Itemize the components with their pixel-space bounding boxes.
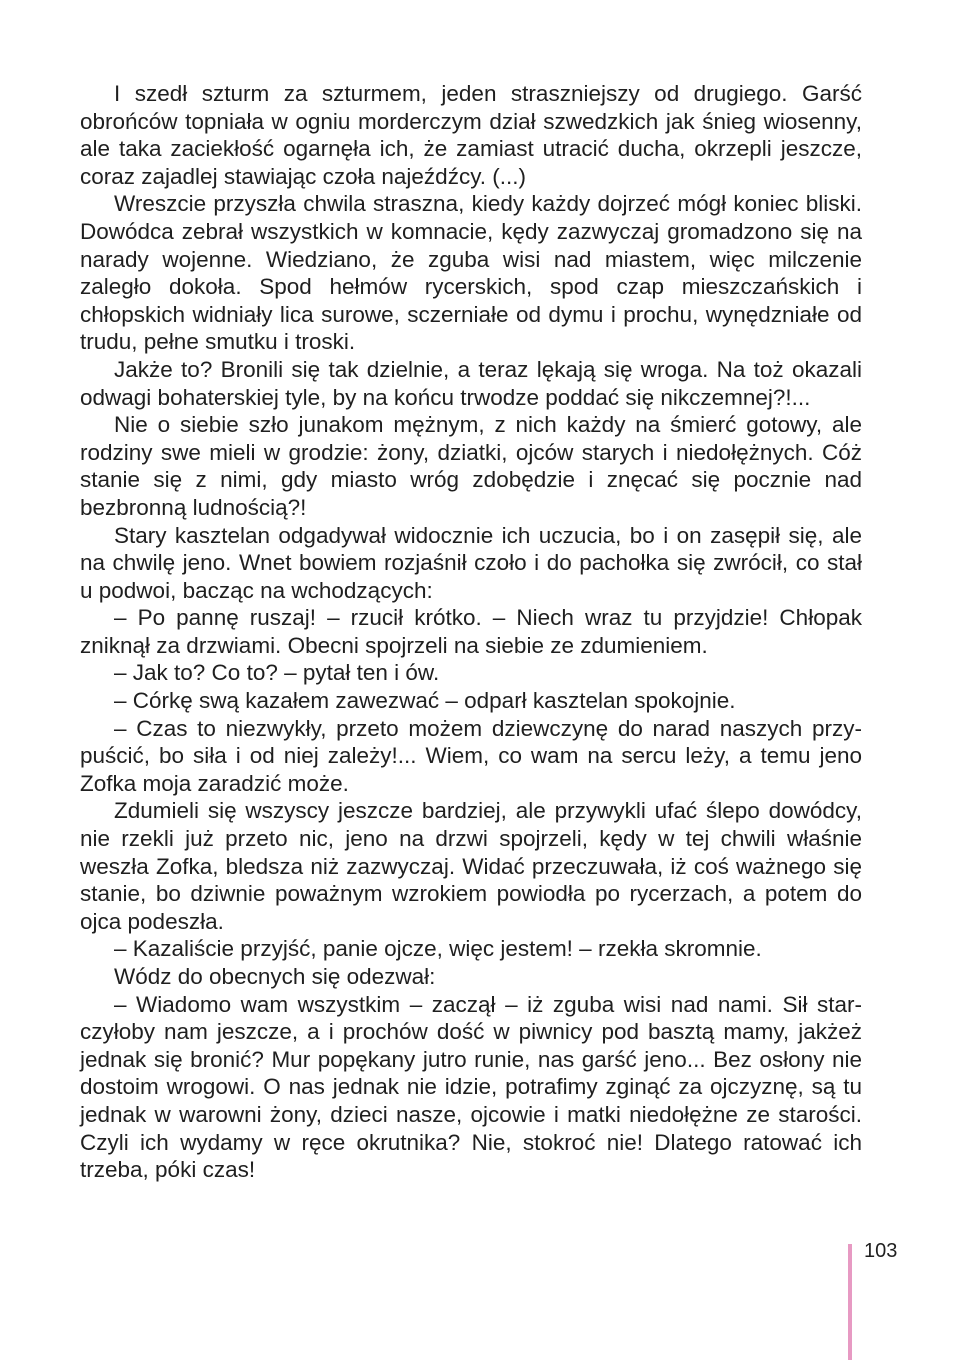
page-number: 103 [864,1240,898,1262]
page-body-text [80,80,862,1184]
page-margin-accent-bar [848,1244,852,1360]
paragraph: Nie o siebie szło junakom mężnym, z nich każdy na śmierć gotowy, ale rodziny swe mieli w grodzie: żony, dziatki, ojców starych i niedołężnych. Cóż stanie się z nimi, gdy miasto wróg zdobędzie i znęcać się pocznie nad bezbronną ludnością?! [80,412,862,520]
paragraph: Wreszcie przyszła chwila straszna, kiedy każdy dojrzeć mógł koniec bliski. Dowódca zebrał wszystkich w komnacie, kędy zazwyczaj gromadzono się na narady wojenne. Wiedziano, że zguba wisi nad miastem, więc milczenie zaległo dokoła. Spod hełmów rycerskich, spod czap mieszczańskich i chłopskich widniały lica surowe, sczerniałe od dymu i prochu, wynędzniałe od trudu, pełne smutku i troski. [80,191,862,355]
paragraph: – Kazaliście przyjść, panie ojcze, więc jestem! – rzekła skromnie. [114,936,762,962]
paragraph: Wódz do obecnych się odezwał: [114,964,436,989]
paragraph: – Córkę swą kazałem zawezwać – odparł kasztelan spokojnie. [114,688,736,714]
paragraph: – Jak to? Co to? – pytał ten i ów. [114,660,440,686]
paragraph: Jakże to? Bronili się tak dzielnie, a teraz lękają się wroga. Na toż okazali odwagi bohaterskiej tyle, by na końcu trwodze poddać się nikczemnej?!... [80,356,862,410]
paragraph: – Po pannę ruszaj! – rzucił krótko. – Niech wraz tu przyjdzie! Chłopak zniknął za drzwiami. Obecni spojrzeli na siebie ze zdumieniem. [80,605,862,658]
paragraph: – Czas to niezwykły, przeto możem dziewczynę do narad naszych przypuścić, bo siła i od niej zależy!... Wiem, co wam na sercu leży, a temu jeno Zofka moja zaradzić może. [80,715,862,796]
paragraph: Stary kasztelan odgadywał widocznie ich uczucia, bo i on zasępił się, ale na chwilę jeno. Wnet bowiem rozjaśnił czoło i do pachołka się zwrócił, co stał u podwoi, bacząc na wchodzących: [80,522,862,603]
paragraph: Zdumieli się wszyscy jeszcze bardziej, ale przywykli ufać ślepo dowódcy, nie rzekli już przeto nic, jeno na drzwi spojrzeli, kędy w tej chwili właśnie weszła Zofka, bledsza niż zazwyczaj. Widać przeczuwała, iż coś ważnego się stanie, bo dziwnie poważnym wzrokiem powiodła po rycerzach, a potem do ojca podeszła. [80,798,862,934]
paragraph: I szedł szturm za szturmem, jeden straszniejszy od drugiego. Garść obrońców topniała w ogniu morderczym dział szwedzkich jak śnieg wiosenny, ale taka zaciekłość ogarnęła ich, że zamiast utracić ducha, okrzepli jeszcze, coraz zajadlej stawiając czoła najeźdźcy. (...) [80,81,862,189]
paragraph: – Wiadomo wam wszystkim – zaczął – iż zguba wisi nad nami. Sił starczyłoby nam jeszcze, a i prochów dość w piwnicy pod basztą mamy, jakżeż jednak się bronić? Mur popękany jutro runie, nas garść jeno... Bez osłony nie dostoim wrogowi. O nas jednak nie idzie, potrafimy zginąć za ojczyznę, są tu jednak w warowni żony, dzieci nasze, ojcowie i matki niedołężne ze starości. Czyli ich wydamy w ręce okrutnika? Nie, stokroć nie! Dlatego ratować ich trzeba, póki czas! [80,991,862,1183]
